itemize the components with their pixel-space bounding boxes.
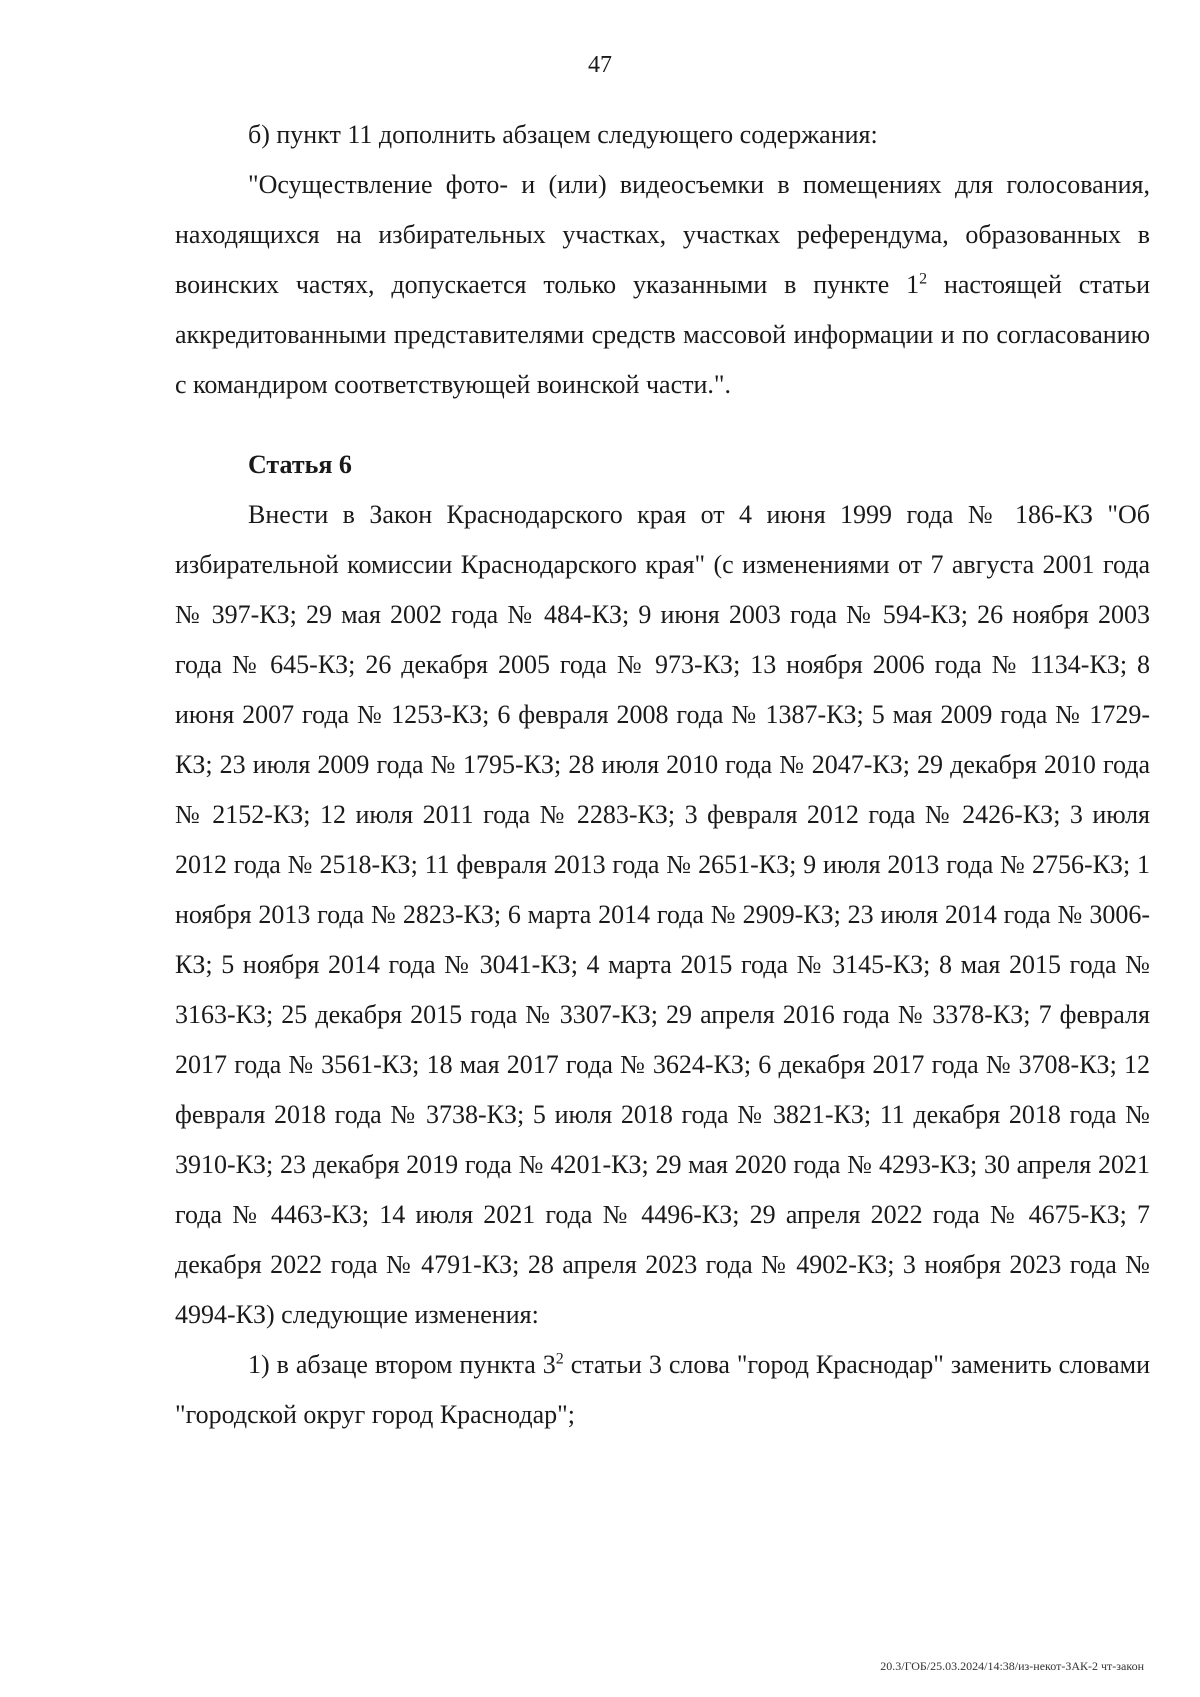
document-footer-code: 20.3/ГОБ/25.03.2024/14:38/из-некот-ЗАК-2 чт-закон (880, 1659, 1144, 1673)
document-body (175, 110, 1150, 1440)
superscript: 2 (919, 270, 928, 288)
paragraph-item-b: б) пункт 11 дополнить абзацем следующего содержания: (248, 120, 878, 149)
paragraph-quoted-amendment (175, 160, 1150, 410)
paragraph-item-1 (175, 1340, 1150, 1440)
superscript: 2 (555, 1350, 564, 1368)
paragraph-text-after: статьи 3 слова "город Краснодар" заменить словами "городской округ город Краснодар"; (175, 1350, 1150, 1429)
paragraph-text-after: настоящей статьи аккредитованными представителями средств массовой информации и по согласованию с командиром соответствующей воинской части.". (175, 270, 1150, 399)
paragraph-text-before: 1) в абзаце втором пункта 3 (248, 1350, 556, 1379)
paragraph-amendment-list: Внести в Закон Краснодарского края от 4 июня 1999 года № 186-КЗ "Об избирательной комиссии Краснодарского края" (с изменениями от 7 августа 2001 года № 397-КЗ; 29 мая 2002 года № 484-КЗ; 9 июня 2003 года № 594-КЗ; 26 ноября 2003 года № 645-КЗ; 26 декабря 2005 года № 973-КЗ; 13 ноября 2006 года № 1134-КЗ; 8 июня 2007 года № 1253-КЗ; 6 февраля 2008 года № 1387-КЗ; 5 мая 2009 года № 1729-КЗ; 23 июля 2009 года № 1795-КЗ; 28 июля 2010 года № 2047-КЗ; 29 декабря 2010 года № 2152-КЗ; 12 июля 2011 года № 2283-КЗ; 3 февраля 2012 года № 2426-КЗ; 3 июля 2012 года № 2518-КЗ; 11 февраля 2013 года № 2651-КЗ; 9 июля 2013 года № 2756-КЗ; 1 ноября 2013 года № 2823-КЗ; 6 марта 2014 года № 2909-КЗ; 23 июля 2014 года № 3006-КЗ; 5 ноября 2014 года № 3041-КЗ; 4 марта 2015 года № 3145-КЗ; 8 мая 2015 года № 3163-КЗ; 25 декабря 2015 года № 3307-КЗ; 29 апреля 2016 года № 3378-КЗ; 7 февраля 2017 года № 3561-КЗ; 18 мая 2017 года № 3624-КЗ; 6 декабря 2017 года № 3708-КЗ; 12 февраля 2018 года № 3738-КЗ; 5 июля 2018 года № 3821-КЗ; 11 декабря 2018 года № 3910-КЗ; 23 декабря 2019 года № 4201-КЗ; 29 мая 2020 года № 4293-КЗ; 30 апреля 2021 года № 4463-КЗ; 14 июля 2021 года № 4496-КЗ; 29 апреля 2022 года № 4675-КЗ; 7 декабря 2022 года № 4791-КЗ; 28 апреля 2023 года № 4902-КЗ; 3 ноября 2023 года № 4994-КЗ) следующие изменения: (175, 500, 1150, 1329)
page-number: 47 (588, 52, 612, 78)
article-heading: Статья 6 (248, 450, 352, 479)
paragraph-text-before: "Осуществление фото- и (или) видеосъемки в помещениях для голосования, находящихся на избирательных участках, участках референдума, образованных в воинских частях, допускается только указанными в пункте 1 (175, 170, 1150, 299)
